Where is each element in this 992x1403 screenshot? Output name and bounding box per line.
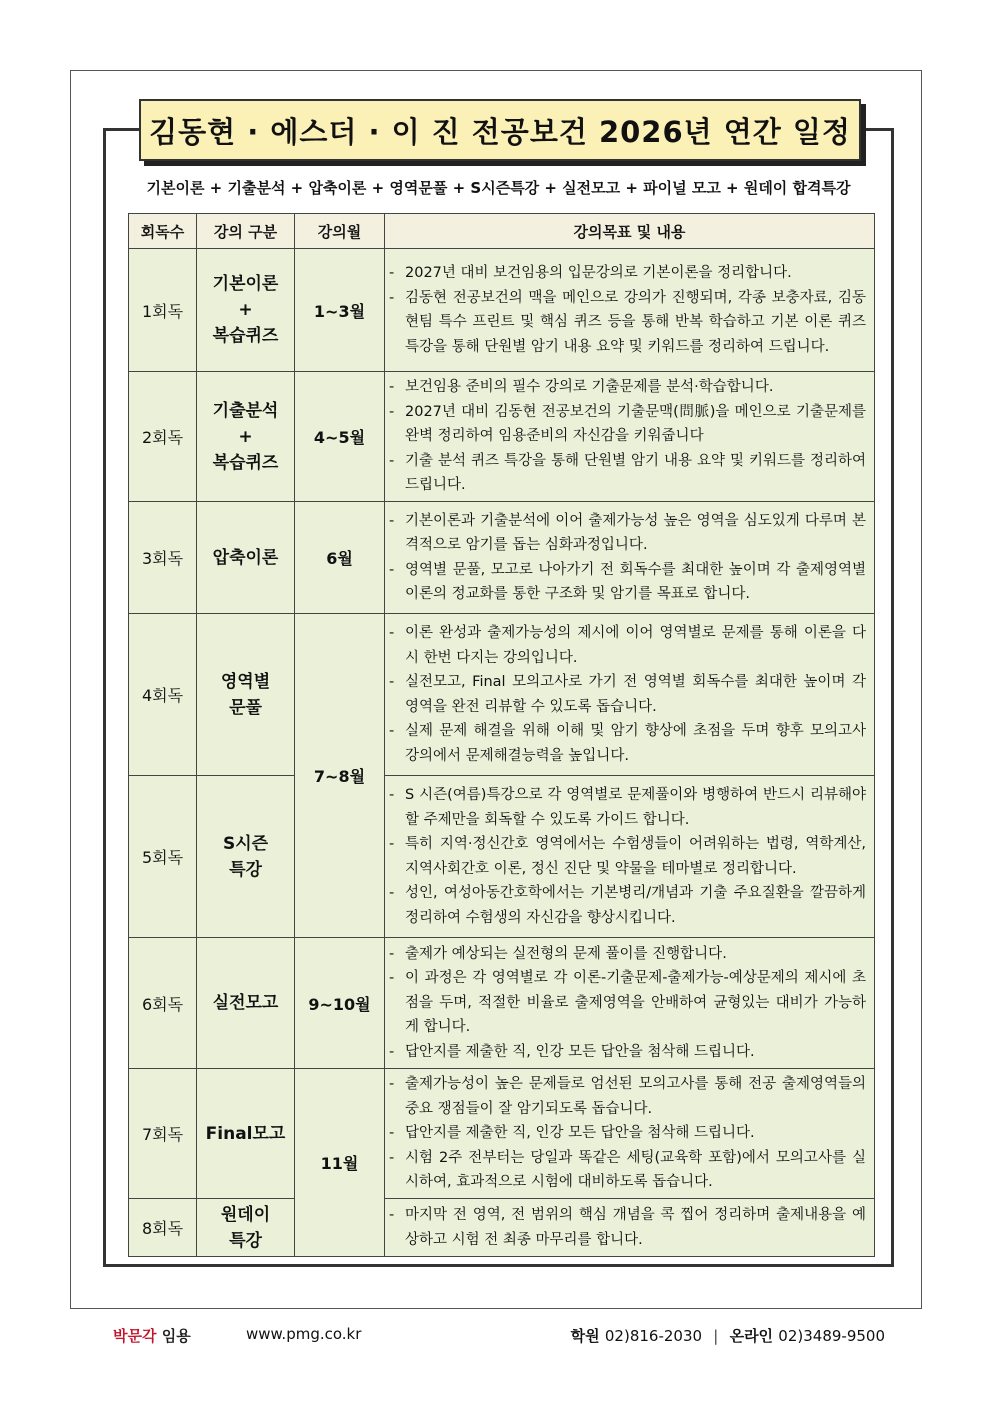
list-item: - 답안지를 제출한 직, 인강 모든 답안을 첨삭해 드립니다.: [389, 1043, 755, 1060]
content-cell: [385, 1069, 875, 1199]
round-cell: 7회독: [129, 1069, 197, 1199]
website-link[interactable]: www.pmg.co.kr: [246, 1325, 362, 1343]
content-cell: [385, 938, 875, 1069]
contact-info: 학원 02)816-2030 | 온라인 02)3489-9500: [570, 1327, 885, 1345]
content-cell: [385, 249, 875, 372]
header-content: 강의목표 및 내용: [385, 214, 875, 249]
list-item: - 김동현 전공보건의 맥을 메인으로 강의가 진행되며, 각종 보충자료, 김동현팀 특수 프린트 및 핵심 퀴즈 등을 통해 반복 학습하고 기본 이론 퀴즈 특강을 통해 단원별 암기 내용 요약 및 키워드를 정리하여 드립니다.: [389, 289, 866, 355]
month-cell: 11월: [295, 1069, 385, 1257]
round-cell: 5회독: [129, 776, 197, 938]
table-row: [129, 1199, 875, 1257]
list-item: - 기본이론과 기출분석에 이어 출제가능성 높은 영역을 심도있게 다루며 본격적으로 암기를 돕는 심화과정입니다.: [389, 512, 866, 553]
frame-top-line-left: [103, 128, 141, 131]
header-category: 강의 구분: [197, 214, 295, 249]
month-cell: 9~10월: [295, 938, 385, 1069]
header-month: 강의월: [295, 214, 385, 249]
round-cell: 2회독: [129, 372, 197, 502]
table-row: [129, 1069, 875, 1199]
content-cell: [385, 776, 875, 938]
list-item: - 영역별 문풀, 모고로 나아가기 전 회독수를 최대한 높이며 각 출제영역별 이론의 정교화를 통한 구조화 및 암기를 목표로 합니다.: [389, 561, 866, 602]
page-title: 김동현 · 에스더 · 이 진 전공보건 2026년 연간 일정: [139, 99, 861, 161]
list-item: - 이 과정은 각 영역별로 각 이론-기출문제-출제가능-예상문제의 제시에 초점을 두며, 적절한 비율로 출제영역을 안배하여 균형있는 대비가 가능하게 합니다.: [389, 970, 866, 1036]
table-row: [129, 249, 875, 372]
list-item: - 보건임용 준비의 필수 강의로 기출문제를 분석·학습합니다.: [389, 379, 774, 396]
academy-phone: 02)816-2030: [604, 1327, 703, 1345]
list-item: - 특히 지역·정신간호 영역에서는 수험생들이 어려워하는 법령, 역학계산, 지역사회간호 이론, 정신 진단 및 약물을 테마별로 정리합니다.: [389, 836, 866, 877]
round-cell: 1회독: [129, 249, 197, 372]
table-row: [129, 938, 875, 1069]
content-cell: [385, 614, 875, 776]
category-cell: 영역별 문풀: [197, 614, 295, 776]
table-row: [129, 614, 875, 776]
month-cell: 1~3월: [295, 249, 385, 372]
category-cell: 압축이론: [197, 502, 295, 614]
content-cell: [385, 1199, 875, 1257]
category-cell: 기출분석 + 복습퀴즈: [197, 372, 295, 502]
table-row: [129, 776, 875, 938]
publisher-logo: 박문각 임용: [113, 1327, 191, 1345]
course-sequence-subtitle: 기본이론 + 기출분석 + 압축이론 + 영역문풀 + S시즌특강 + 실전모고 + 파이널 모고 + 원데이 합격특강: [146, 179, 851, 197]
list-item: - 실전모고, Final 모의고사로 가기 전 영역별 회독수를 최대한 높이며 각 영역을 완전 리뷰할 수 있도록 돕습니다.: [389, 674, 866, 715]
list-item: - 출제가능성이 높은 문제들로 엄선된 모의고사를 통해 전공 출제영역들의 중요 쟁점들이 잘 암기되도록 돕습니다.: [389, 1076, 866, 1117]
list-item: - 기출 분석 퀴즈 특강을 통해 단원별 암기 내용 요약 및 키워드를 정리하여 드립니다.: [389, 452, 866, 494]
category-cell: S시즌 특강: [197, 776, 295, 938]
month-cell: 4~5월: [295, 372, 385, 502]
schedule-table: [128, 213, 875, 1257]
round-cell: 4회독: [129, 614, 197, 776]
category-cell: Final모고: [197, 1069, 295, 1199]
category-cell: 실전모고: [197, 938, 295, 1069]
table-row: [129, 502, 875, 614]
list-item: - 2027년 대비 보건임용의 입문강의로 기본이론을 정리합니다.: [389, 265, 792, 281]
list-item: - 성인, 여성아동간호학에서는 기본병리/개념과 기출 주요질환을 깔끔하게 정리하여 수험생의 자신감을 향상시킵니다.: [389, 885, 866, 926]
header-round: 회독수: [129, 214, 197, 249]
list-item: - 마지막 전 영역, 전 범위의 핵심 개념을 콕 찝어 정리하며 출제내용을 예상하고 시험 전 최종 마무리를 합니다.: [389, 1207, 866, 1248]
list-item: - 2027년 대비 김동현 전공보건의 기출문맥(問脈)을 메인으로 기출문제를 완벽 정리하여 임용준비의 자신감을 키워줍니다: [389, 403, 866, 445]
list-item: - 이론 완성과 출제가능성의 제시에 이어 영역별로 문제를 통해 이론을 다시 한번 다지는 강의입니다.: [389, 625, 866, 666]
list-item: - 실제 문제 해결을 위해 이해 및 암기 향상에 초점을 두며 향후 모의고사 강의에서 문제해결능력을 높입니다.: [389, 723, 866, 764]
month-cell: 7~8월: [295, 614, 385, 938]
frame-top-line-right: [859, 128, 891, 131]
table-row: [129, 372, 875, 502]
content-cell: [385, 502, 875, 614]
category-cell: 원데이 특강: [197, 1199, 295, 1257]
list-item: - 답안지를 제출한 직, 인강 모든 답안을 첨삭해 드립니다.: [389, 1125, 755, 1142]
month-cell: 6월: [295, 502, 385, 614]
category-cell: 기본이론 + 복습퀴즈: [197, 249, 295, 372]
table-header-row: [129, 214, 875, 249]
list-item: - 출제가 예상되는 실전형의 문제 풀이를 진행합니다.: [389, 945, 727, 962]
round-cell: 3회독: [129, 502, 197, 614]
online-phone: 02)3489-9500: [778, 1327, 885, 1345]
round-cell: 8회독: [129, 1199, 197, 1257]
list-item: - S 시즌(여름)특강으로 각 영역별로 문제풀이와 병행하여 반드시 리뷰해야 할 주제만을 회독할 수 있도록 가이드 합니다.: [389, 787, 866, 828]
list-item: - 시험 2주 전부터는 당일과 똑같은 세팅(교육학 포함)에서 모의고사를 실시하여, 효과적으로 시험에 대비하도록 돕습니다.: [389, 1149, 866, 1191]
content-cell: [385, 372, 875, 502]
round-cell: 6회독: [129, 938, 197, 1069]
